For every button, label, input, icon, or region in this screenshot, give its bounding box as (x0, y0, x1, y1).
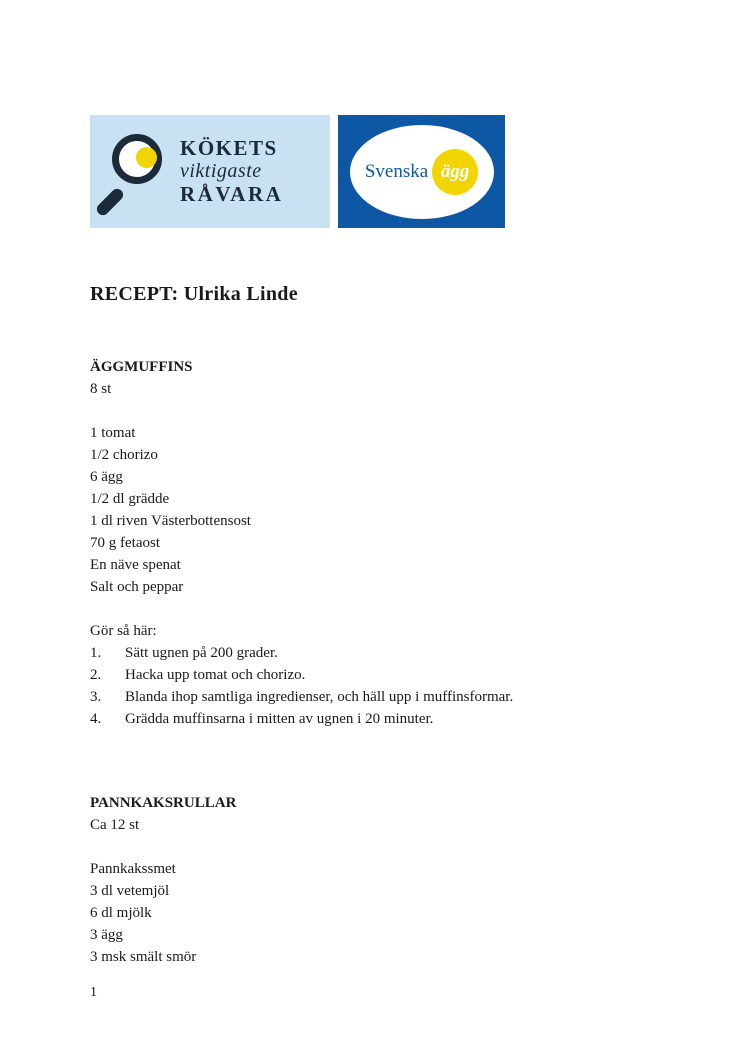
ingredient-line: 1/2 chorizo (90, 447, 158, 463)
step-line (90, 664, 656, 686)
egg-circle-icon (432, 149, 478, 195)
ingredient-line: 1 dl riven Västerbottensost (90, 513, 251, 529)
svenska-agg-word1: Svenska (364, 160, 429, 182)
step-list (90, 642, 656, 730)
kokets-logo-line1: KÖKETS (180, 135, 278, 160)
magnifier-egg-icon (102, 126, 176, 218)
ingredient-list (90, 880, 656, 968)
step-text: Grädda muffinsarna i mitten av ugnen i 20 minuter. (125, 711, 434, 727)
recipe-yield: 8 st (90, 381, 112, 397)
svenska-agg-ellipse (350, 125, 494, 219)
step-number: 3. (90, 689, 102, 705)
step-line (90, 686, 656, 708)
recipe-subheading: Pannkakssmet (90, 861, 176, 877)
ingredient-line: En näve spenat (90, 557, 181, 573)
ingredient-line: 6 ägg (90, 469, 123, 485)
recipe-name: ÄGGMUFFINS (90, 359, 193, 375)
kokets-logo-line3: RÅVARA (180, 181, 284, 206)
kokets-logo (90, 115, 330, 228)
magnifier-handle (94, 186, 125, 217)
step-text: Sätt ugnen på 200 grader. (125, 645, 278, 661)
recipe-section-pannkaksrullar (90, 792, 656, 968)
step-line (90, 642, 656, 664)
recipe-section-aggmuffins (90, 356, 656, 730)
ingredient-line: 70 g fetaost (90, 535, 160, 551)
page-number: 1 (90, 985, 97, 1000)
ingredient-line: 3 msk smält smör (90, 949, 197, 965)
ingredient-line: 6 dl mjölk (90, 905, 152, 921)
step-number: 2. (90, 667, 102, 683)
logo-row (90, 115, 656, 228)
recipe-yield: Ca 12 st (90, 817, 140, 833)
ingredient-line: 1/2 dl grädde (90, 491, 170, 507)
ingredient-line: Salt och peppar (90, 579, 184, 595)
svenska-agg-logo (338, 115, 505, 228)
kokets-logo-text (180, 137, 283, 206)
step-text: Hacka upp tomat och chorizo. (125, 667, 306, 683)
svenska-agg-word2: ägg (440, 160, 470, 182)
ingredient-line: 3 dl vetemjöl (90, 883, 170, 899)
ingredient-list (90, 422, 656, 598)
step-number: 1. (90, 645, 102, 661)
ingredient-line: 1 tomat (90, 425, 136, 441)
ingredient-line: 3 ägg (90, 927, 123, 943)
egg-yolk-icon (136, 147, 157, 168)
instructions-label: Gör så här: (90, 623, 157, 639)
step-text: Blanda ihop samtliga ingredienser, och häll upp i muffinsformar. (125, 689, 514, 705)
page-title: RECEPT: Ulrika Linde (90, 283, 298, 305)
recipe-name: PANNKAKSRULLAR (90, 795, 237, 811)
step-number: 4. (90, 711, 102, 727)
step-line (90, 708, 656, 730)
kokets-logo-line2: viktigaste (180, 160, 262, 183)
